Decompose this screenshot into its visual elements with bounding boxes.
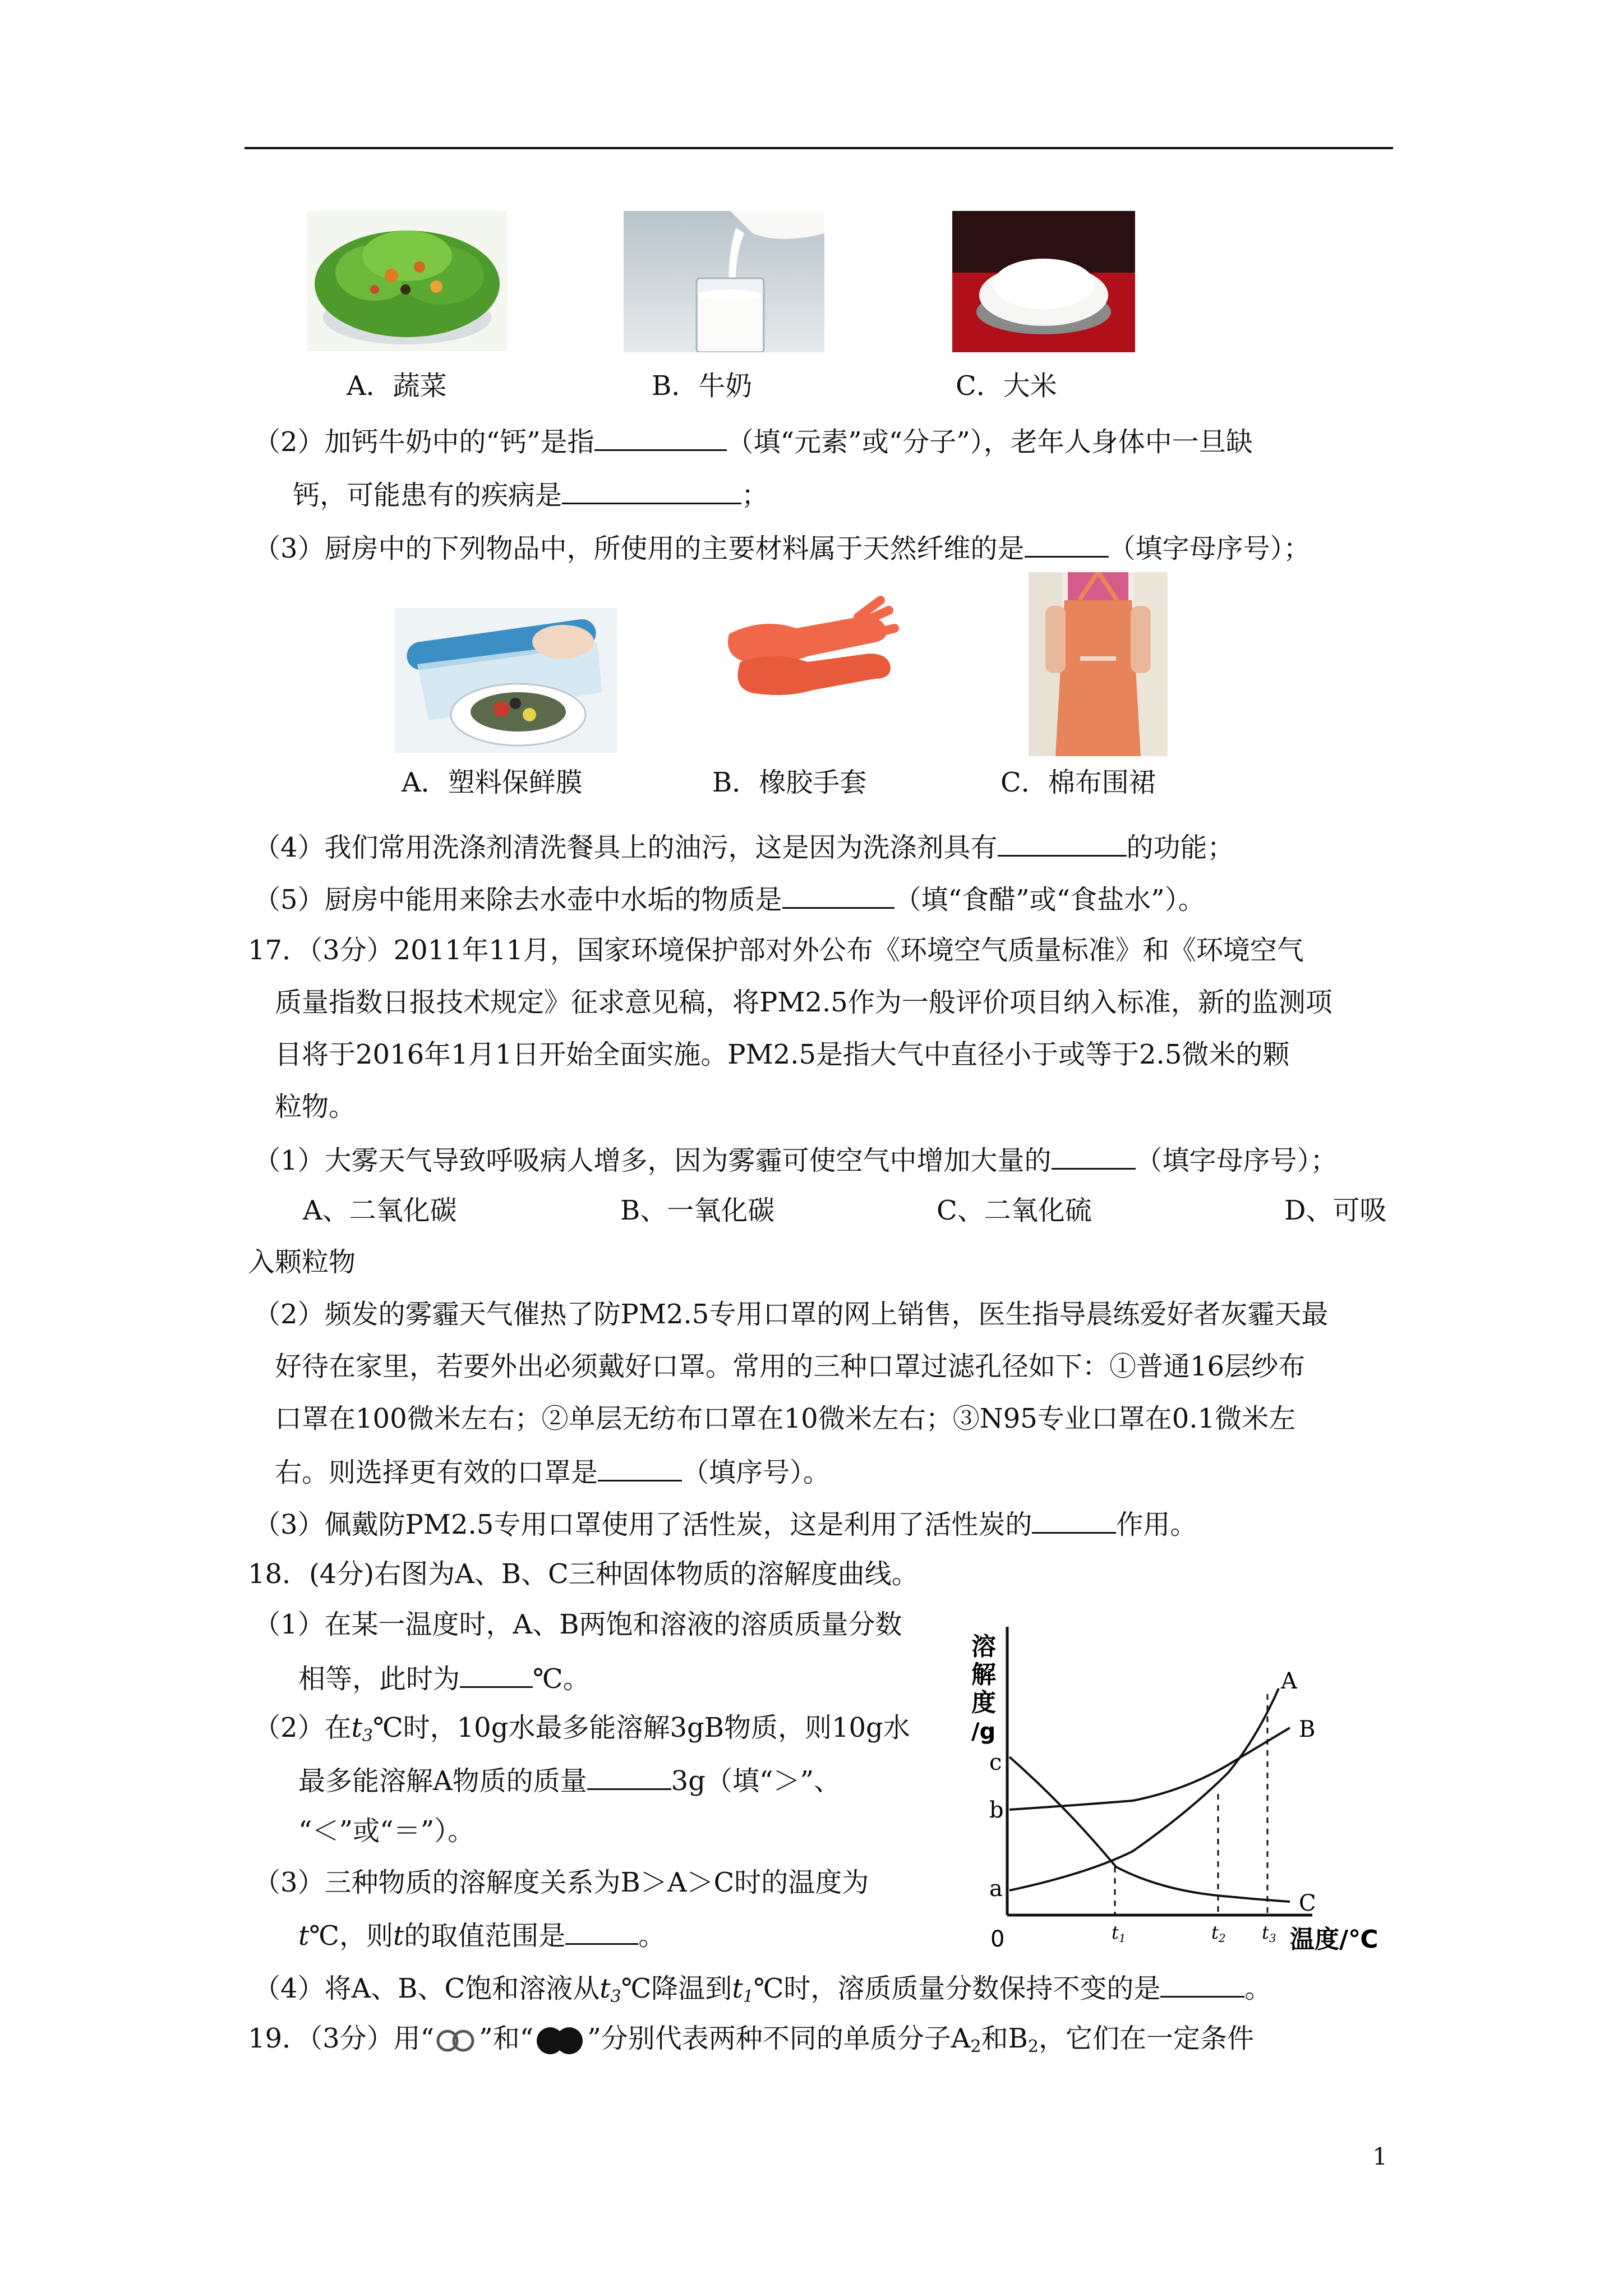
q18-part2-line3: “＜”或“＝”）。	[298, 1815, 475, 1847]
caption-rice: C．大米	[956, 370, 1057, 402]
q17-option-a: A、二氧化碳	[303, 1195, 457, 1226]
answer-blank[interactable]	[998, 829, 1127, 857]
q18-part2-line2: 最多能溶解A物质的质量 3g（填“＞”、	[298, 1763, 841, 1798]
answer-blank[interactable]	[460, 1660, 533, 1688]
rice-image	[952, 211, 1135, 352]
q16-part3: （3）厨房中的下列物品中，所使用的主要材料属于天然纤维的是 （填字母序号）；	[253, 530, 1311, 565]
caption-plastic-wrap: A．塑料保鲜膜	[402, 767, 583, 798]
q17-line4: 粒物。	[275, 1091, 356, 1122]
curve-label-c: C	[1299, 1890, 1316, 1916]
q18-part4: （4）将A、B、C饱和溶液从$t_3℃$降温到$t_1℃$时，溶质质量分数保持不变的是 。	[253, 1970, 1271, 2014]
filled-molecule-icon	[533, 2025, 587, 2056]
y-axis-label-3: 度	[971, 1688, 996, 1717]
curve-a	[1009, 1688, 1279, 1890]
header-rule	[245, 147, 1393, 149]
q17-part2-line1: （2）频发的雾霾天气催热了防PM2.5专用口罩的网上销售，医生指导晨练爱好者灰霾天最	[253, 1299, 1329, 1330]
q17-option-c: C、二氧化硫	[937, 1195, 1092, 1226]
q17-line3: 目将于2016年1月1日开始全面实施。PM2.5是指大气中直径小于或等于2.5微米的颗	[275, 1039, 1290, 1070]
q16-part2-line1: （2）加钙牛奶中的“钙”是指 （填“元素”或“分子”），老年人身体中一旦缺	[253, 424, 1253, 459]
plastic-wrap-image	[395, 608, 617, 753]
answer-blank[interactable]	[1160, 1970, 1244, 1998]
q17-line1: 17．（3分）2011年11月，国家环境保护部对外公布《环境空气质量标准》和《环境空气	[248, 935, 1304, 966]
q17-part3: （3）佩戴防PM2.5专用口罩使用了活性炭，这是利用了活性炭的 作用。	[253, 1506, 1197, 1542]
q16-part5: （5）厨房中能用来除去水壶中水垢的物质是 （填“食醋”或“食盐水”）。	[253, 881, 1205, 917]
q17-option-d: D、可吸	[1284, 1195, 1387, 1226]
answer-blank[interactable]	[1052, 1142, 1136, 1170]
rubber-gloves-image	[712, 583, 902, 727]
q16-part4: （4）我们常用洗涤剂清洗餐具上的油污，这是因为洗涤剂具有 的功能；	[253, 829, 1234, 864]
x-tick-t2: t2	[1211, 1922, 1226, 1945]
answer-blank[interactable]	[562, 477, 741, 504]
q18-part2-line1: （2）在$t_3℃$时，10g水最多能溶解3gB物质，则10g水	[253, 1712, 910, 1746]
q17-option-d-cont: 入颗粒物	[248, 1246, 356, 1278]
q17-part1: （1）大雾天气导致呼吸病人增多，因为雾霾可使空气中增加大量的 （填字母序号）；	[253, 1142, 1338, 1177]
answer-blank[interactable]	[587, 1763, 671, 1790]
y-tick-a: a	[989, 1876, 1003, 1902]
x-tick-t3: t3	[1262, 1922, 1276, 1945]
y-axis-label-1: 溶	[971, 1632, 996, 1661]
answer-blank[interactable]	[598, 1454, 682, 1481]
y-tick-b: b	[989, 1797, 1004, 1823]
y-tick-c: c	[989, 1750, 1002, 1775]
q17-part2-line3: 口罩在100微米左右；②单层无纺布口罩在10微米左右；③N95专业口罩在0.1微米左	[275, 1403, 1296, 1434]
q17-part2-line4: 右。则选择更有效的口罩是 （填序号）。	[275, 1454, 830, 1489]
q19-line1: 19．（3分）用“ ”和“ ”分别代表两种不同的单质分子$A_2$和$B_2$，它们在一定条件	[248, 2023, 1254, 2056]
q18-line1: 18．(4分)右图为A、B、C三种固体物质的溶解度曲线。	[248, 1558, 919, 1590]
q17-option-b: B、一氧化碳	[620, 1195, 775, 1226]
milk-image	[624, 211, 824, 352]
vegetable-salad-image	[307, 211, 507, 351]
q18-part3-line1: （3）三种物质的溶解度关系为B＞A＞C时的温度为	[253, 1867, 869, 1898]
solubility-chart	[965, 1627, 1391, 1963]
x-tick-t1: t1	[1112, 1922, 1126, 1945]
x-axis-label: 温度/℃	[1290, 1925, 1378, 1954]
y-axis-label-4: /g	[971, 1719, 996, 1745]
q18-part3-line2: t℃，则t的取值范围是 。	[298, 1917, 665, 1953]
cotton-apron-image	[1029, 572, 1168, 756]
answer-blank[interactable]	[594, 424, 727, 451]
q17-part2-line2: 好待在家里，若要外出必须戴好口罩。常用的三种口罩过滤孔径如下：①普通16层纱布	[275, 1351, 1306, 1382]
q18-part1-line1: （1）在某一温度时，A、B两饱和溶液的溶质质量分数	[253, 1609, 902, 1640]
answer-blank[interactable]	[782, 881, 895, 909]
open-molecule-icon	[434, 2028, 479, 2053]
answer-blank[interactable]	[565, 1917, 638, 1945]
caption-cotton-apron: C．棉布围裙	[1000, 767, 1156, 798]
caption-milk: B．牛奶	[652, 370, 753, 402]
page-number: 1	[1372, 2143, 1387, 2170]
y-axis-label-2: 解	[971, 1660, 996, 1689]
curve-label-b: B	[1299, 1717, 1316, 1742]
q18-part1-line2: 相等，此时为 ℃。	[298, 1660, 590, 1696]
q16-part2-line2: 钙，可能患有的疾病是 ；	[293, 477, 768, 512]
x-tick-0: 0	[990, 1926, 1005, 1952]
q17-line2: 质量指数日报技术规定》征求意见稿，将PM2.5作为一般评价项目纳入标准，新的监测项	[275, 987, 1332, 1018]
answer-blank[interactable]	[1032, 1506, 1116, 1534]
caption-rubber-gloves: B．橡胶手套	[712, 767, 867, 798]
curve-label-a: A	[1281, 1668, 1297, 1694]
answer-blank[interactable]	[1025, 530, 1109, 558]
caption-vegetable: A．蔬菜	[347, 370, 447, 402]
